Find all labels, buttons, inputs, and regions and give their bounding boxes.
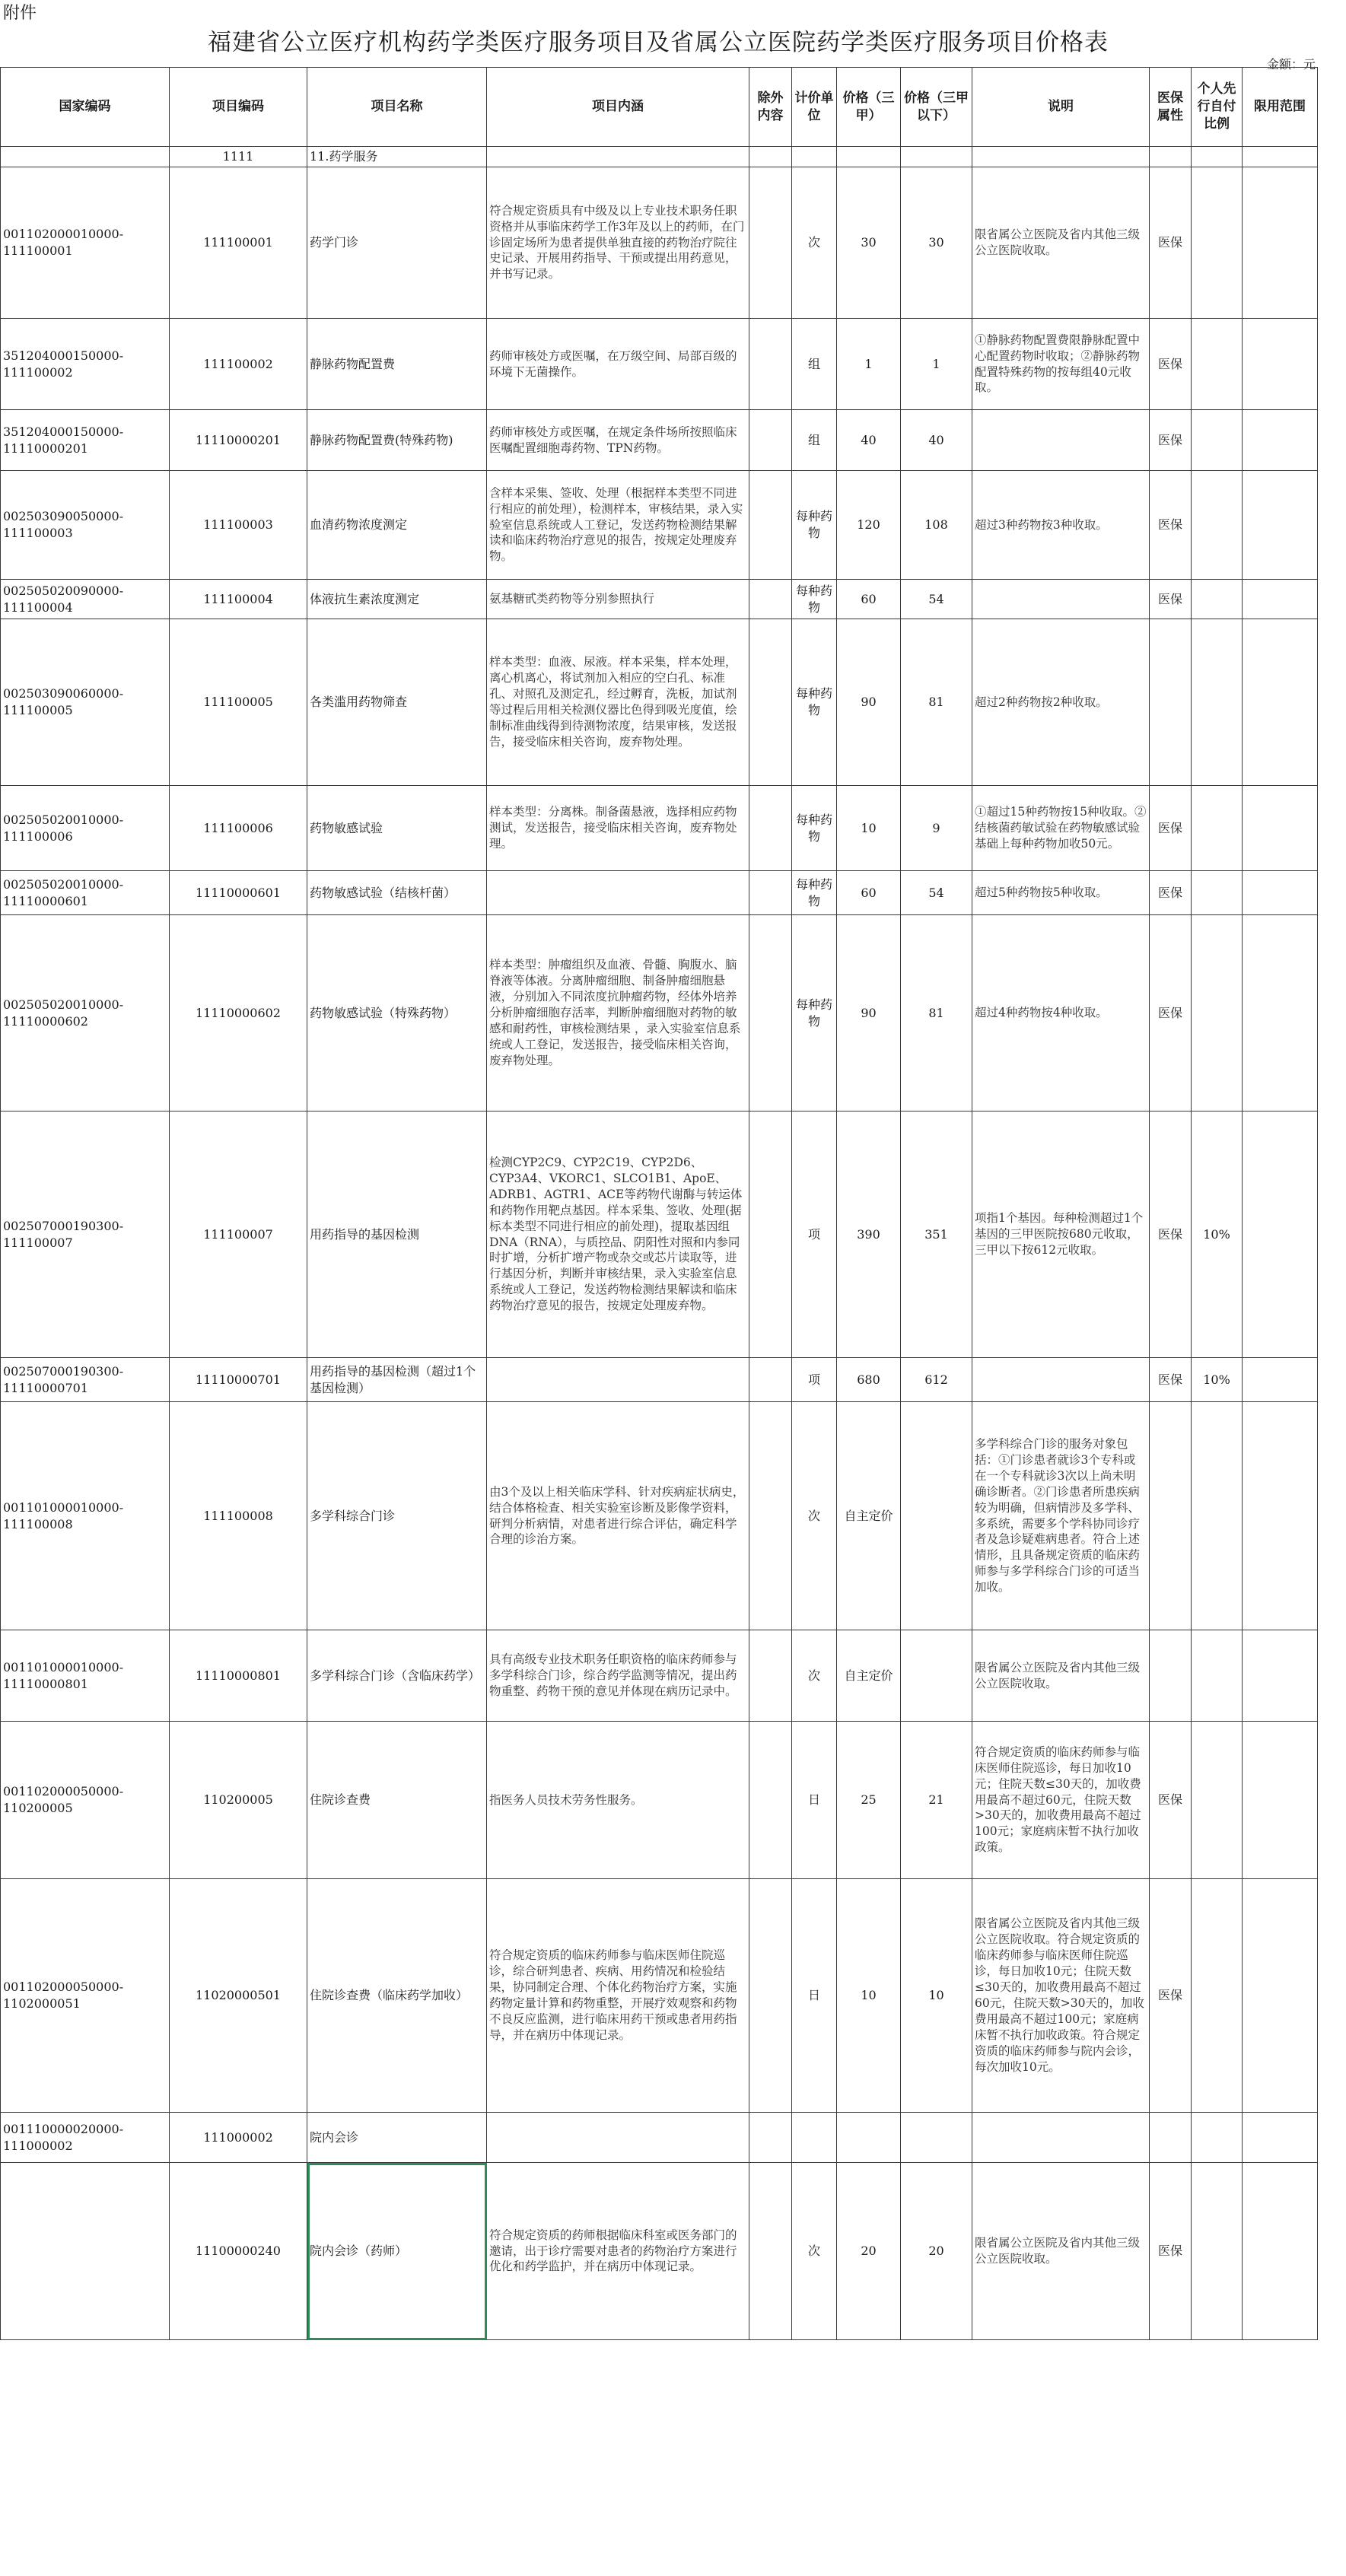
self-pay-ratio-cell[interactable]: [1192, 319, 1243, 410]
limit-scope-cell[interactable]: [1243, 871, 1318, 915]
item-code-cell[interactable]: 11110000602: [170, 915, 307, 1111]
insurance-attribute-cell[interactable]: 医保: [1150, 410, 1192, 471]
section-cell[interactable]: [792, 147, 837, 167]
pricing-unit-cell[interactable]: 每种药物: [792, 915, 837, 1111]
item-name-cell[interactable]: 用药指导的基因检测（超过1个基因检测）: [307, 1358, 487, 1402]
price-tier3a-cell[interactable]: 120: [837, 471, 901, 580]
pricing-unit-cell[interactable]: 每种药物: [792, 786, 837, 871]
limit-scope-cell[interactable]: [1243, 410, 1318, 471]
remark-cell[interactable]: 限省属公立医院及省内其他三级公立医院收取。: [972, 167, 1150, 319]
item-content-cell[interactable]: 药师审核处方或医嘱，在规定条件场所按照临床医嘱配置细胞毒药物、TPN药物。: [487, 410, 749, 471]
header-price-below-tier3a[interactable]: 价格（三甲以下）: [901, 68, 972, 147]
item-content-cell[interactable]: 符合规定资质的药师根据临床科室或医务部门的邀请，出于诊疗需要对患者的药物治疗方案进行优化和药学监护，并在病历中体现记录。: [487, 2163, 749, 2340]
pricing-unit-cell[interactable]: 次: [792, 167, 837, 319]
national-code-cell[interactable]: 001101000010000-111100008: [1, 1402, 170, 1630]
table-row: [1, 2113, 1318, 2163]
excluded-content-cell[interactable]: [749, 1879, 792, 2113]
item-content-cell[interactable]: 具有高级专业技术职务任职资格的临床药师参与多学科综合门诊，综合药学监测等情况，提出药物重整、药物干预的意见并体现在病历记录中。: [487, 1630, 749, 1722]
self-pay-ratio-cell[interactable]: [1192, 1630, 1243, 1722]
pricing-unit-cell[interactable]: 每种药物: [792, 471, 837, 580]
item-content-cell[interactable]: [487, 2113, 749, 2163]
insurance-attribute-cell[interactable]: [1150, 2113, 1192, 2163]
table-row: [1, 1402, 1318, 1630]
national-code-cell[interactable]: 001102000010000-111100001: [1, 167, 170, 319]
pricing-unit-cell[interactable]: 项: [792, 1358, 837, 1402]
limit-scope-cell[interactable]: [1243, 1402, 1318, 1630]
price-below-tier3a-cell[interactable]: [901, 2113, 972, 2163]
item-code-cell[interactable]: 110200005: [170, 1722, 307, 1879]
limit-scope-cell[interactable]: [1243, 1722, 1318, 1879]
pricing-unit-cell[interactable]: 组: [792, 410, 837, 471]
excluded-content-cell[interactable]: [749, 580, 792, 619]
header-excluded[interactable]: 除外内容: [749, 68, 792, 147]
insurance-attribute-cell[interactable]: 医保: [1150, 471, 1192, 580]
national-code-cell[interactable]: 002503090060000-111100005: [1, 619, 170, 786]
excluded-content-cell[interactable]: [749, 915, 792, 1111]
national-code-cell[interactable]: 002507000190300-111100007: [1, 1111, 170, 1358]
self-pay-ratio-cell[interactable]: [1192, 871, 1243, 915]
pricing-unit-cell[interactable]: 次: [792, 1402, 837, 1630]
item-code-cell[interactable]: 111000002: [170, 2113, 307, 2163]
price-tier3a-cell[interactable]: 自主定价: [837, 1402, 901, 1630]
pricing-unit-cell[interactable]: 组: [792, 319, 837, 410]
header-limit-scope[interactable]: 限用范围: [1243, 68, 1318, 147]
header-national-code[interactable]: 国家编码: [1, 68, 170, 147]
pricing-unit-cell[interactable]: 次: [792, 1630, 837, 1722]
item-code-cell[interactable]: 11100000240: [170, 2163, 307, 2340]
insurance-attribute-cell[interactable]: 医保: [1150, 167, 1192, 319]
item-code-cell[interactable]: 111100007: [170, 1111, 307, 1358]
header-item-name[interactable]: 项目名称: [307, 68, 487, 147]
section-cell[interactable]: [901, 147, 972, 167]
attachment-label: 附件: [3, 4, 37, 23]
price-tier3a-cell[interactable]: 10: [837, 1879, 901, 2113]
self-pay-ratio-cell[interactable]: [1192, 1402, 1243, 1630]
insurance-attribute-cell[interactable]: 医保: [1150, 786, 1192, 871]
item-name-cell[interactable]: 多学科综合门诊: [307, 1402, 487, 1630]
table-row: [1, 915, 1318, 1111]
header-item-content[interactable]: 项目内涵: [487, 68, 749, 147]
insurance-attribute-cell[interactable]: [1150, 619, 1192, 786]
item-name-cell[interactable]: 住院诊查费（临床药学加收）: [307, 1879, 487, 2113]
remark-cell[interactable]: 项指1个基因。每种检测超过1个基因的三甲医院按680元收取，三甲以下按612元收取。: [972, 1111, 1150, 1358]
price-tier3a-cell[interactable]: 90: [837, 619, 901, 786]
remark-cell[interactable]: 限省属公立医院及省内其他三级公立医院收取。: [972, 2163, 1150, 2340]
item-name-cell[interactable]: 药物敏感试验: [307, 786, 487, 871]
self-pay-ratio-cell[interactable]: [1192, 619, 1243, 786]
national-code-cell[interactable]: 002505020090000-111100004: [1, 580, 170, 619]
price-tier3a-cell[interactable]: 60: [837, 580, 901, 619]
section-name[interactable]: 11.药学服务: [307, 147, 487, 167]
item-name-cell[interactable]: 用药指导的基因检测: [307, 1111, 487, 1358]
insurance-attribute-cell[interactable]: 医保: [1150, 1722, 1192, 1879]
remark-cell[interactable]: 超过2种药物按2种收取。: [972, 619, 1150, 786]
header-row: [1, 68, 1318, 147]
price-tier3a-cell[interactable]: 1: [837, 319, 901, 410]
price-tier3a-cell[interactable]: 20: [837, 2163, 901, 2340]
self-pay-ratio-cell[interactable]: [1192, 2163, 1243, 2340]
item-code-cell[interactable]: 111100006: [170, 786, 307, 871]
excluded-content-cell[interactable]: [749, 619, 792, 786]
section-blank[interactable]: [1, 147, 170, 167]
limit-scope-cell[interactable]: [1243, 1111, 1318, 1358]
item-content-cell[interactable]: 样本类型：肿瘤组织及血液、骨髓、胸腹水、脑脊液等体液。分离肿瘤细胞、制备肿瘤细胞悬液，分别加入不同浓度抗肿瘤药物，经体外培养分析肿瘤细胞存活率，判断肿瘤细胞对药物的敏感和耐药性，审核检测结果 ，录入实验室信息系统或人工登记，发送报告，接受临床相关咨询，废弃物处理。: [487, 915, 749, 1111]
item-name-cell[interactable]: 药学门诊: [307, 167, 487, 319]
section-cell[interactable]: [487, 147, 749, 167]
table-row: [1, 319, 1318, 410]
pricing-unit-cell[interactable]: 日: [792, 1722, 837, 1879]
price-below-tier3a-cell[interactable]: 21: [901, 1722, 972, 1879]
document-title: 福建省公立医疗机构药学类医疗服务项目及省属公立医院药学类医疗服务项目价格表: [208, 29, 1109, 56]
national-code-cell[interactable]: 002505020010000-11110000601: [1, 871, 170, 915]
item-content-cell[interactable]: 氨基糖甙类药物等分别参照执行: [487, 580, 749, 619]
national-code-cell[interactable]: 001110000020000-111000002: [1, 2113, 170, 2163]
limit-scope-cell[interactable]: [1243, 319, 1318, 410]
limit-scope-cell[interactable]: [1243, 471, 1318, 580]
self-pay-ratio-cell[interactable]: [1192, 410, 1243, 471]
unit-note: 金额：元: [1266, 57, 1316, 72]
item-content-cell[interactable]: 检测CYP2C9、CYP2C19、CYP2D6、CYP3A4、VKORC1、SLCO1B1、ApoE、ADRB1、AGTR1、ACE等药物代谢酶与转运体和药物作用靶点基因。样本采集、签收、处理(据标本类型不同进行相应的前处理)，提取基因组DNA（RNA），与质控品、阴阳性对照和内参同时扩增，分析扩增产物或杂交或芯片读取等，进行基因分析，判断并审核结果，录入实验室信息系统或人工登记，发送药物检测结果解读和临床药物治疗意见的报告，按规定处理废弃物。: [487, 1111, 749, 1358]
remark-cell[interactable]: 限省属公立医院及省内其他三级公立医院收取。: [972, 1630, 1150, 1722]
price-below-tier3a-cell[interactable]: 20: [901, 2163, 972, 2340]
excluded-content-cell[interactable]: [749, 2113, 792, 2163]
pricing-unit-cell[interactable]: 项: [792, 1111, 837, 1358]
section-cell[interactable]: [1243, 147, 1318, 167]
excluded-content-cell[interactable]: [749, 871, 792, 915]
price-table: [0, 67, 1318, 2340]
self-pay-ratio-cell[interactable]: [1192, 471, 1243, 580]
item-content-cell[interactable]: 符合规定资质具有中级及以上专业技术职务任职资格并从事临床药学工作3年及以上的药师，在门诊固定场所为患者提供单独直接的药物治疗院往史记录、开展用药指导、干预或提出用药意见，并书写记录。: [487, 167, 749, 319]
item-name-cell[interactable]: 药物敏感试验（特殊药物）: [307, 915, 487, 1111]
insurance-attribute-cell[interactable]: [1150, 1630, 1192, 1722]
self-pay-ratio-cell[interactable]: 10%: [1192, 1111, 1243, 1358]
limit-scope-cell[interactable]: [1243, 167, 1318, 319]
limit-scope-cell[interactable]: [1243, 915, 1318, 1111]
remark-cell[interactable]: 多学科综合门诊的服务对象包括：①门诊患者就诊3个专科或在一个专科就诊3次以上尚未明确诊断者。②门诊患者所患疾病较为明确，但病情涉及多学科、多系统，需要多个学科协同诊疗者及急诊疑难病患者。符合上述情形，且具备规定资质的临床药师参与多学科综合门诊的可适当加收。: [972, 1402, 1150, 1630]
excluded-content-cell[interactable]: [749, 410, 792, 471]
insurance-attribute-cell[interactable]: 医保: [1150, 1879, 1192, 2113]
limit-scope-cell[interactable]: [1243, 2163, 1318, 2340]
excluded-content-cell[interactable]: [749, 786, 792, 871]
item-name-cell[interactable]: 多学科综合门诊（含临床药学）: [307, 1630, 487, 1722]
item-content-cell[interactable]: 样本类型：血液、尿液。样本采集，样本处理，离心机离心，将试剂加入相应的空白孔、标准孔、对照孔及测定孔，经过孵育，洗板，加试剂等过程后用相关检测仪器比色得到吸光度值，绘制标准曲线得到待测物浓度，结果审核，发送报告，接受临床相关咨询，废弃物处理。: [487, 619, 749, 786]
item-code-cell[interactable]: 11020000501: [170, 1879, 307, 2113]
price-below-tier3a-cell[interactable]: 81: [901, 619, 972, 786]
section-cell[interactable]: [749, 147, 792, 167]
national-code-cell[interactable]: 351204000150000-111100002: [1, 319, 170, 410]
insurance-attribute-cell[interactable]: 医保: [1150, 871, 1192, 915]
item-content-cell[interactable]: 样本类型：分离株。制备菌悬液，选择相应药物测试，发送报告，接受临床相关咨询，废弃物处理。: [487, 786, 749, 871]
excluded-content-cell[interactable]: [749, 1630, 792, 1722]
table-row: [1, 786, 1318, 871]
pricing-unit-cell[interactable]: [792, 2113, 837, 2163]
national-code-cell[interactable]: 001102000050000-110200005: [1, 1722, 170, 1879]
table-row: [1, 2163, 1318, 2340]
item-content-cell[interactable]: 由3个及以上相关临床学科、针对疾病症状病史，结合体格检查、相关实验室诊断及影像学资料，研判分析病情，对患者进行综合评估，确定科学合理的诊治方案。: [487, 1402, 749, 1630]
limit-scope-cell[interactable]: [1243, 1358, 1318, 1402]
price-tier3a-cell[interactable]: [837, 2113, 901, 2163]
item-content-cell[interactable]: [487, 871, 749, 915]
table-row: [1, 580, 1318, 619]
excluded-content-cell[interactable]: [749, 1358, 792, 1402]
header-unit[interactable]: 计价单位: [792, 68, 837, 147]
item-code-cell[interactable]: 11110000201: [170, 410, 307, 471]
item-name-cell[interactable]: 体液抗生素浓度测定: [307, 580, 487, 619]
limit-scope-cell[interactable]: [1243, 1630, 1318, 1722]
excluded-content-cell[interactable]: [749, 319, 792, 410]
insurance-attribute-cell[interactable]: 医保: [1150, 319, 1192, 410]
price-below-tier3a-cell[interactable]: 612: [901, 1358, 972, 1402]
item-code-cell[interactable]: 111100001: [170, 167, 307, 319]
header-remark[interactable]: 说明: [972, 68, 1150, 147]
insurance-attribute-cell[interactable]: 医保: [1150, 1358, 1192, 1402]
item-name-cell[interactable]: 院内会诊: [307, 2113, 487, 2163]
price-below-tier3a-cell[interactable]: 1: [901, 319, 972, 410]
item-code-cell[interactable]: 11110000801: [170, 1630, 307, 1722]
item-content-cell[interactable]: [487, 1358, 749, 1402]
limit-scope-cell[interactable]: [1243, 2113, 1318, 2163]
table-row: [1, 1630, 1318, 1722]
remark-cell[interactable]: [972, 410, 1150, 471]
item-code-cell[interactable]: 111100008: [170, 1402, 307, 1630]
insurance-attribute-cell[interactable]: 医保: [1150, 1111, 1192, 1358]
remark-cell[interactable]: 超过5种药物按5种收取。: [972, 871, 1150, 915]
insurance-attribute-cell[interactable]: 医保: [1150, 580, 1192, 619]
price-tier3a-cell[interactable]: 680: [837, 1358, 901, 1402]
section-code[interactable]: 1111: [170, 147, 307, 167]
item-name-cell[interactable]: 院内会诊（药师）: [307, 2163, 487, 2340]
pricing-unit-cell[interactable]: 每种药物: [792, 619, 837, 786]
remark-cell[interactable]: 限省属公立医院及省内其他三级公立医院收取。符合规定资质的临床药师参与临床医师住院巡诊，每日加收10元；住院天数≤30天的，加收费用最高不超过60元，住院天数>30天的，加收费用最高不超过100元；家庭病床暂不执行加收政策。符合规定资质的临床药师参与院内会诊，每次加收10元。: [972, 1879, 1150, 2113]
pricing-unit-cell[interactable]: 每种药物: [792, 580, 837, 619]
remark-cell[interactable]: 超过3种药物按3种收取。: [972, 471, 1150, 580]
item-code-cell[interactable]: 11110000701: [170, 1358, 307, 1402]
item-name-cell[interactable]: 各类滥用药物筛查: [307, 619, 487, 786]
limit-scope-cell[interactable]: [1243, 580, 1318, 619]
item-code-cell[interactable]: 11110000601: [170, 871, 307, 915]
remark-cell[interactable]: [972, 580, 1150, 619]
price-below-tier3a-cell[interactable]: 351: [901, 1111, 972, 1358]
price-below-tier3a-cell[interactable]: 81: [901, 915, 972, 1111]
price-tier3a-cell[interactable]: 30: [837, 167, 901, 319]
self-pay-ratio-cell[interactable]: [1192, 1722, 1243, 1879]
price-below-tier3a-cell[interactable]: 54: [901, 871, 972, 915]
remark-cell[interactable]: ①超过15种药物按15种收取。②结核菌药敏试验在药物敏感试验基础上每种药物加收50元。: [972, 786, 1150, 871]
price-below-tier3a-cell[interactable]: 54: [901, 580, 972, 619]
table-row: [1, 167, 1318, 319]
remark-cell[interactable]: [972, 2113, 1150, 2163]
item-content-cell[interactable]: 含样本采集、签收、处理（根据样本类型不同进行相应的前处理），检测样本，审核结果，录入实验室信息系统或人工登记，发送药物检测结果解读和临床药物治疗意见的报告，按规定处理废弃物。: [487, 471, 749, 580]
insurance-attribute-cell[interactable]: [1150, 1402, 1192, 1630]
insurance-attribute-cell[interactable]: 医保: [1150, 915, 1192, 1111]
item-content-cell[interactable]: 符合规定资质的临床药师参与临床医师住院巡诊，综合研判患者、疾病、用药情况和检验结果，协同制定合理、个体化药物治疗方案，实施药物定量计算和药物重整，开展疗效观察和药物不良反应监测，进行临床用药干预或患者用药指导，并在病历中体现记录。: [487, 1879, 749, 2113]
limit-scope-cell[interactable]: [1243, 786, 1318, 871]
self-pay-ratio-cell[interactable]: 10%: [1192, 1358, 1243, 1402]
national-code-cell[interactable]: 351204000150000-11110000201: [1, 410, 170, 471]
pricing-unit-cell[interactable]: 日: [792, 1879, 837, 2113]
self-pay-ratio-cell[interactable]: [1192, 915, 1243, 1111]
item-code-cell[interactable]: 111100002: [170, 319, 307, 410]
insurance-attribute-cell[interactable]: 医保: [1150, 2163, 1192, 2340]
excluded-content-cell[interactable]: [749, 1402, 792, 1630]
header-item-code[interactable]: 项目编码: [170, 68, 307, 147]
table-row: [1, 471, 1318, 580]
excluded-content-cell[interactable]: [749, 1111, 792, 1358]
price-below-tier3a-cell[interactable]: 40: [901, 410, 972, 471]
section-cell[interactable]: [1192, 147, 1243, 167]
section-row: [1, 147, 1318, 167]
national-code-cell[interactable]: 002505020010000-111100006: [1, 786, 170, 871]
excluded-content-cell[interactable]: [749, 2163, 792, 2340]
header-insurance[interactable]: 医保属性: [1150, 68, 1192, 147]
limit-scope-cell[interactable]: [1243, 1879, 1318, 2113]
national-code-cell[interactable]: 002507000190300-11110000701: [1, 1358, 170, 1402]
price-tier3a-cell[interactable]: 90: [837, 915, 901, 1111]
item-code-cell[interactable]: 111100003: [170, 471, 307, 580]
price-below-tier3a-cell[interactable]: 108: [901, 471, 972, 580]
national-code-cell[interactable]: 001102000050000-1102000051: [1, 1879, 170, 2113]
self-pay-ratio-cell[interactable]: [1192, 786, 1243, 871]
table-row: [1, 1358, 1318, 1402]
price-tier3a-cell[interactable]: 60: [837, 871, 901, 915]
item-content-cell[interactable]: 指医务人员技术劳务性服务。: [487, 1722, 749, 1879]
table-row: [1, 410, 1318, 471]
pricing-unit-cell[interactable]: 次: [792, 2163, 837, 2340]
self-pay-ratio-cell[interactable]: [1192, 2113, 1243, 2163]
header-self-pay-ratio[interactable]: 个人先行自付比例: [1192, 68, 1243, 147]
table-row: [1, 1111, 1318, 1358]
item-content-cell[interactable]: 药师审核处方或医嘱，在万级空间、局部百级的环境下无菌操作。: [487, 319, 749, 410]
item-name-cell[interactable]: 血清药物浓度测定: [307, 471, 487, 580]
national-code-cell[interactable]: 001101000010000-11110000801: [1, 1630, 170, 1722]
price-tier3a-cell[interactable]: 10: [837, 786, 901, 871]
national-code-cell[interactable]: [1, 2163, 170, 2340]
self-pay-ratio-cell[interactable]: [1192, 580, 1243, 619]
remark-cell[interactable]: ①静脉药物配置费限静脉配置中心配置药物时收取；②静脉药物配置特殊药物的按每组40元收取。: [972, 319, 1150, 410]
item-name-cell[interactable]: 住院诊查费: [307, 1722, 487, 1879]
price-below-tier3a-cell[interactable]: 10: [901, 1879, 972, 2113]
table-row: [1, 1722, 1318, 1879]
price-tier3a-cell[interactable]: 390: [837, 1111, 901, 1358]
section-cell[interactable]: [972, 147, 1150, 167]
excluded-content-cell[interactable]: [749, 471, 792, 580]
section-cell[interactable]: [837, 147, 901, 167]
price-tier3a-cell[interactable]: 25: [837, 1722, 901, 1879]
item-code-cell[interactable]: 111100005: [170, 619, 307, 786]
table-row: [1, 1879, 1318, 2113]
limit-scope-cell[interactable]: [1243, 619, 1318, 786]
self-pay-ratio-cell[interactable]: [1192, 167, 1243, 319]
excluded-content-cell[interactable]: [749, 167, 792, 319]
excluded-content-cell[interactable]: [749, 1722, 792, 1879]
section-cell[interactable]: [1150, 147, 1192, 167]
national-code-cell[interactable]: 002503090050000-111100003: [1, 471, 170, 580]
self-pay-ratio-cell[interactable]: [1192, 1879, 1243, 2113]
item-code-cell[interactable]: 111100004: [170, 580, 307, 619]
remark-cell[interactable]: 符合规定资质的临床药师参与临床医师住院巡诊，每日加收10元；住院天数≤30天的，加收费用最高不超过60元，住院天数>30天的，加收费用最高不超过100元；家庭病床暂不执行加收政策。: [972, 1722, 1150, 1879]
header-price-tier3a[interactable]: 价格（三甲）: [837, 68, 901, 147]
price-tier3a-cell[interactable]: 40: [837, 410, 901, 471]
price-below-tier3a-cell[interactable]: 30: [901, 167, 972, 319]
table-row: [1, 871, 1318, 915]
price-below-tier3a-cell[interactable]: [901, 1402, 972, 1630]
national-code-cell[interactable]: 002505020010000-11110000602: [1, 915, 170, 1111]
remark-cell[interactable]: 超过4种药物按4种收取。: [972, 915, 1150, 1111]
price-below-tier3a-cell[interactable]: 9: [901, 786, 972, 871]
item-name-cell[interactable]: 药物敏感试验（结核杆菌）: [307, 871, 487, 915]
price-below-tier3a-cell[interactable]: [901, 1630, 972, 1722]
pricing-unit-cell[interactable]: 每种药物: [792, 871, 837, 915]
item-name-cell[interactable]: 静脉药物配置费: [307, 319, 487, 410]
table-row: [1, 619, 1318, 786]
item-name-cell[interactable]: 静脉药物配置费(特殊药物): [307, 410, 487, 471]
remark-cell[interactable]: [972, 1358, 1150, 1402]
price-tier3a-cell[interactable]: 自主定价: [837, 1630, 901, 1722]
